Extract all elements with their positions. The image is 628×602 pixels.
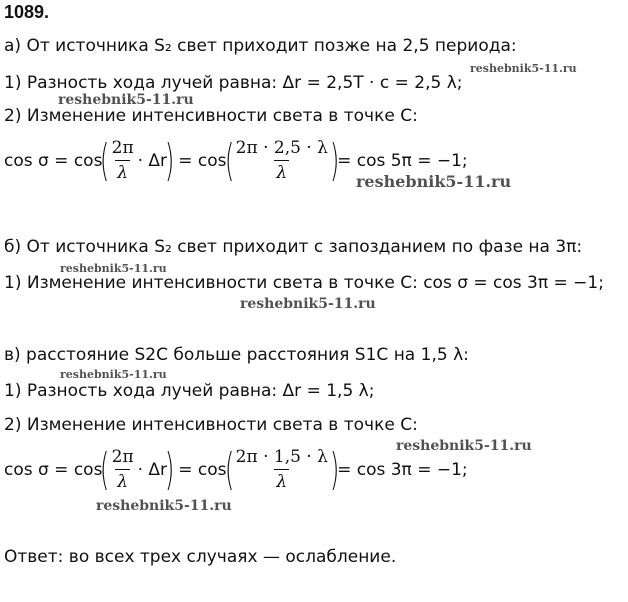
eq-c-fraction-2 xyxy=(234,447,330,492)
part-a-statement: а) От источника S₂ свет приходит позже на 2,5 периода: xyxy=(4,36,517,56)
eq-c-f1-tail: · Δr xyxy=(137,459,168,480)
eq-c-paren2-open: ( xyxy=(224,443,234,495)
eq-a-f2-num: 2π · 2,5 · λ xyxy=(235,138,328,158)
watermark: reshebnik5-11.ru xyxy=(240,296,376,312)
eq-a-f2-den: λ xyxy=(274,160,289,183)
eq-c-paren-open: ( xyxy=(100,443,110,495)
answer: Ответ: во всех трех случаях — ослабление. xyxy=(4,547,397,567)
watermark: reshebnik5-11.ru xyxy=(58,92,194,108)
watermark: reshebnik5-11.ru xyxy=(470,62,577,75)
part-c-path-difference: 1) Разность хода лучей равна: Δr = 1,5 λ; xyxy=(4,381,375,401)
eq-c-f2-den: λ xyxy=(274,469,289,492)
eq-a-paren-close: ) xyxy=(164,134,175,186)
part-b-intensity: 1) Изменение интенсивности света в точке C: cos σ = cos 3π = −1; xyxy=(4,273,604,293)
problem-number: 1089. xyxy=(4,2,50,22)
part-c-intensity-heading: 2) Изменение интенсивности света в точке C: xyxy=(4,415,418,435)
eq-a-f1-num: 2π xyxy=(111,138,134,158)
part-a-intensity-heading: 2) Изменение интенсивности света в точке C: xyxy=(4,106,418,126)
eq-c-f2-num: 2π · 1,5 · λ xyxy=(235,447,328,467)
eq-c-f1-num: 2π xyxy=(111,447,134,467)
eq-a-fraction-1 xyxy=(110,138,136,183)
part-c-statement: в) расстояние S2C больше расстояния S1C на 1,5 λ: xyxy=(4,345,469,365)
eq-a-mid: = cos xyxy=(178,150,227,171)
eq-a-paren2-close: ) xyxy=(329,134,340,186)
eq-a-fraction-2 xyxy=(234,138,330,183)
eq-c-mid: = cos xyxy=(178,459,227,480)
eq-c-paren2-close: ) xyxy=(329,443,340,495)
eq-c-rhs: = cos 3π = −1; xyxy=(337,459,468,480)
eq-a-f1-den: λ xyxy=(115,160,130,183)
eq-c-paren-close: ) xyxy=(164,443,175,495)
eq-a-paren2-open: ( xyxy=(224,134,234,186)
eq-a-paren-open: ( xyxy=(100,134,110,186)
eq-c-fraction-1 xyxy=(110,447,136,492)
watermark: reshebnik5-11.ru xyxy=(96,498,232,514)
eq-a-rhs: = cos 5π = −1; xyxy=(337,150,468,171)
eq-c-lhs: cos σ = cos xyxy=(4,459,103,480)
watermark: reshebnik5-11.ru xyxy=(396,438,532,454)
eq-a-lhs: cos σ = cos xyxy=(4,150,103,171)
part-b-statement: б) От источника S₂ свет приходит с запозданием по фазе на 3π: xyxy=(4,237,583,257)
eq-a-f1-tail: · Δr xyxy=(137,150,168,171)
eq-c-f1-den: λ xyxy=(115,469,130,492)
watermark: reshebnik5-11.ru xyxy=(60,368,167,381)
watermark: reshebnik5-11.ru xyxy=(60,262,167,275)
watermark: reshebnik5-11.ru xyxy=(356,172,512,191)
part-a-path-difference: 1) Разность хода лучей равна: Δr = 2,5T · c = 2,5 λ; xyxy=(4,73,463,93)
